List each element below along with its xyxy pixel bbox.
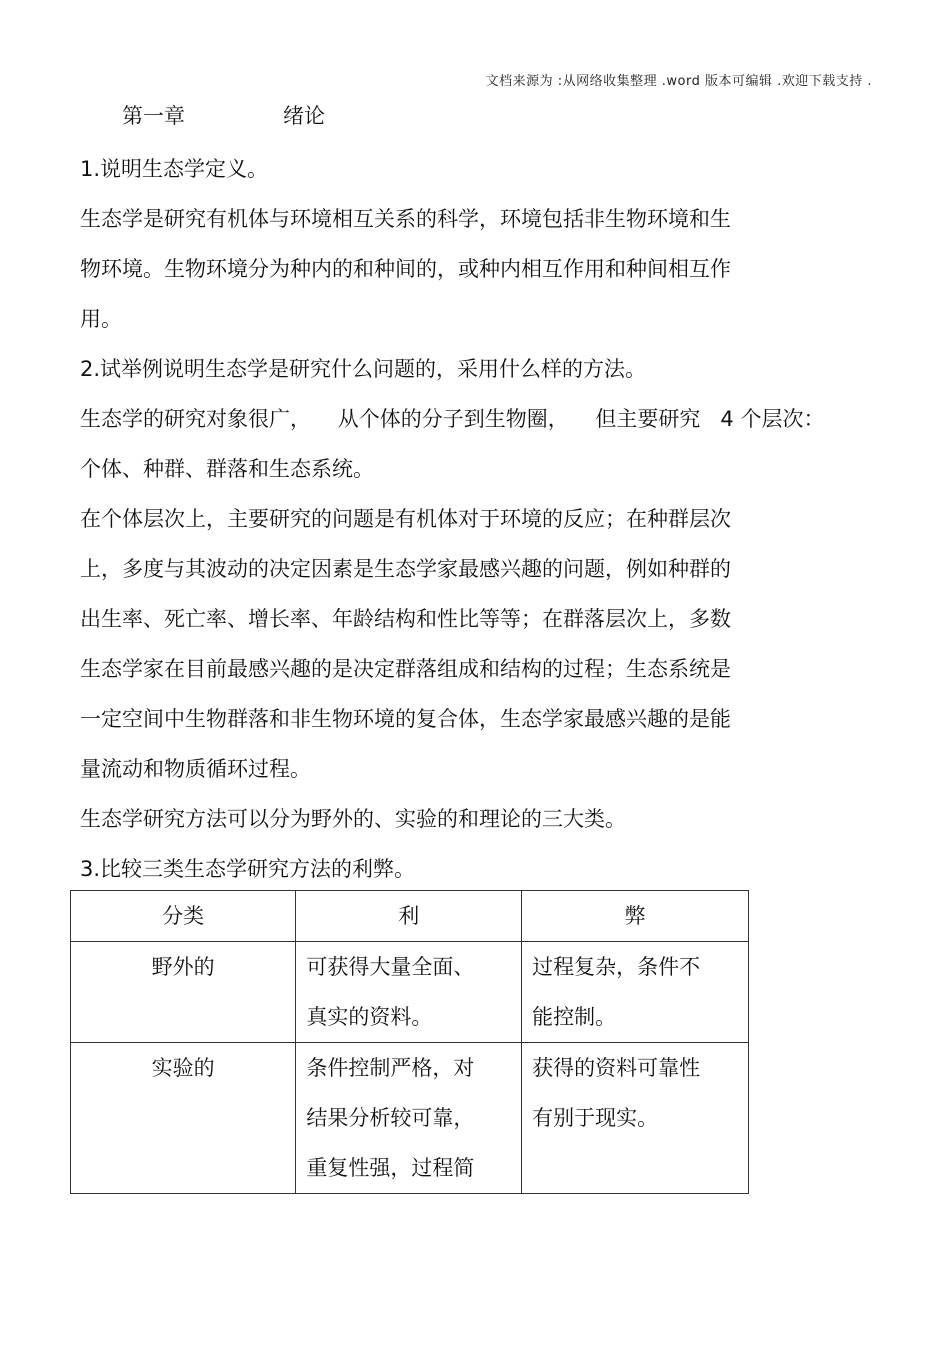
- cons-line: 有别于现实。: [532, 1106, 659, 1130]
- category-text: 实验的: [151, 1056, 215, 1080]
- cons-line: 过程复杂，条件不: [532, 955, 701, 979]
- row-lab-category: [71, 1043, 296, 1194]
- chapter-number: 第一章: [122, 104, 185, 128]
- answer-2-line-1: 生态学的研究对象很广， 从个体的分子到生物圈， 但主要研究 4 个层次：: [80, 407, 825, 431]
- page-header-note: 文档来源为 :从网络收集整理 .word 版本可编辑 .欢迎下载支持 .: [485, 74, 872, 89]
- cons-line: 能控制。: [532, 1005, 617, 1029]
- chapter-title: 绪论: [283, 104, 325, 128]
- pros-line: 结果分析较可靠，: [306, 1106, 475, 1130]
- pros-line: 真实的资料。: [306, 1005, 433, 1029]
- answer-2-line-2: 个体、种群、群落和生态系统。: [80, 457, 374, 481]
- row-lab-pros: [296, 1043, 522, 1194]
- answer-2-line-7: 一定空间中生物群落和非生物环境的复合体，生态学家最感兴趣的是能: [80, 707, 731, 731]
- question-3: 3.比较三类生态学研究方法的利弊。: [80, 857, 416, 881]
- header-category: 分类: [71, 891, 296, 942]
- header-cons: 弊: [522, 891, 749, 942]
- table-header-row: [71, 891, 749, 942]
- answer-2-line-8: 量流动和物质循环过程。: [80, 757, 311, 781]
- pros-line: 可获得大量全面、: [306, 955, 475, 979]
- row-field-category: [71, 942, 296, 1043]
- answer-1-line-2: 物环境。生物环境分为种内的和种间的，或种内相互作用和种间相互作: [80, 257, 731, 281]
- chapter-heading: [122, 100, 325, 130]
- question-2: 2.试举例说明生态学是研究什么问题的，采用什么样的方法。: [80, 357, 647, 381]
- row-field-pros: [296, 942, 522, 1043]
- answer-2-line-4: 上，多度与其波动的决定因素是生态学家最感兴趣的问题，例如种群的: [80, 557, 731, 581]
- cons-line: 获得的资料可靠性: [532, 1056, 701, 1080]
- answer-1-line-1: 生态学是研究有机体与环境相互关系的科学，环境包括非生物环境和生: [80, 207, 731, 231]
- row-lab-cons: [522, 1043, 749, 1194]
- header-pros: 利: [296, 891, 522, 942]
- answer-2-line-3: 在个体层次上，主要研究的问题是有机体对于环境的反应；在种群层次: [80, 507, 731, 531]
- row-field-cons: [522, 942, 749, 1043]
- question-1: 1.说明生态学定义。: [80, 157, 269, 181]
- answer-2-line-6: 生态学家在目前最感兴趣的是决定群落组成和结构的过程；生态系统是: [80, 657, 731, 681]
- answer-1-line-3: 用。: [80, 307, 122, 331]
- pros-line: 条件控制严格，对: [306, 1056, 475, 1080]
- category-text: 野外的: [151, 955, 215, 979]
- table-row: [71, 1043, 749, 1194]
- table-row: [71, 942, 749, 1043]
- answer-2-line-9: 生态学研究方法可以分为野外的、实验的和理论的三大类。: [80, 807, 626, 831]
- methods-comparison-table: [70, 890, 749, 1194]
- pros-line: 重复性强，过程简: [306, 1156, 475, 1180]
- answer-2-line-5: 出生率、死亡率、增长率、年龄结构和性比等等；在群落层次上，多数: [80, 607, 731, 631]
